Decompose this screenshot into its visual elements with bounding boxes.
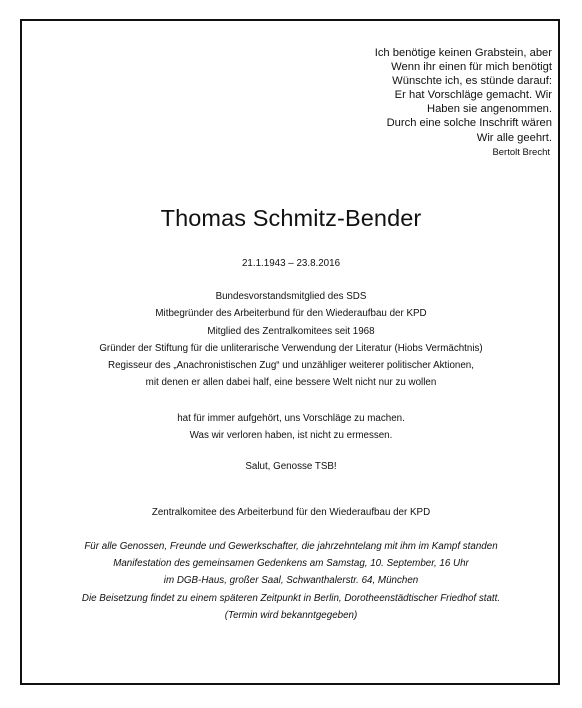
memorial-line: Die Beisetzung findet zu einem späteren Zeitpunkt in Berlin, Dorotheenstädtischer Friedhof statt. (81, 592, 501, 604)
salute: Salut, Genosse TSB! (245, 461, 337, 472)
closing-line: Was wir verloren haben, ist nicht zu ermessen. (189, 430, 393, 442)
bio-line: mit denen er allen dabei half, eine bessere Welt nicht nur zu wollen (145, 377, 437, 389)
memorial-line: Manifestation des gemeinsamen Gedenkens am Samstag, 10. September, 16 Uhr (113, 558, 469, 570)
poem-line: Wenn ihr einen für mich benötigt (391, 61, 552, 74)
poem-line: Wünschte ich, es stünde darauf: (392, 75, 552, 88)
memorial-line: im DGB-Haus, großer Saal, Schwanthalerstr. 64, München (163, 575, 419, 587)
bio-line: Mitglied des Zentralkomitees seit 1968 (207, 325, 375, 337)
poem-line: Haben sie angenommen. (426, 103, 552, 116)
memorial-info (0, 538, 582, 624)
bio-line: Regisseur des „Anachronistischen Zug“ und unzähliger weiterer politischer Aktionen, (108, 360, 474, 372)
poem-line: Wir alle geehrt. (476, 131, 552, 144)
poem-line: Er hat Vorschläge gemacht. Wir (394, 89, 552, 102)
life-dates: 21.1.1943 – 23.8.2016 (241, 258, 341, 269)
biography (0, 288, 582, 392)
closing-text (0, 410, 582, 445)
signature: Zentralkomitee des Arbeiterbund für den Wiederaufbau der KPD (151, 507, 431, 518)
bio-line: Mitbegründer des Arbeiterbund für den Wiederaufbau der KPD (155, 308, 427, 320)
brecht-poem (375, 46, 552, 160)
memorial-line: Für alle Genossen, Freunde und Gewerkschafter, die jahrzehntelang mit ihm im Kampf standen (84, 541, 498, 552)
poem-author: Bertolt Brecht (492, 146, 550, 158)
closing-line: hat für immer aufgehört, uns Vorschläge zu machen. (177, 413, 405, 424)
bio-line: Bundesvorstandsmitglied des SDS (215, 291, 367, 302)
memorial-line: (Termin wird bekanntgegeben) (224, 609, 358, 621)
poem-line: Ich benötige keinen Grabstein, aber (374, 47, 552, 59)
deceased-name: Thomas Schmitz-Bender (160, 205, 422, 231)
bio-line: Gründer der Stiftung für die unliterarische Verwendung der Literatur (Hiobs Vermächtnis) (99, 342, 483, 354)
poem-line: Durch eine solche Inschrift wären (386, 117, 552, 130)
